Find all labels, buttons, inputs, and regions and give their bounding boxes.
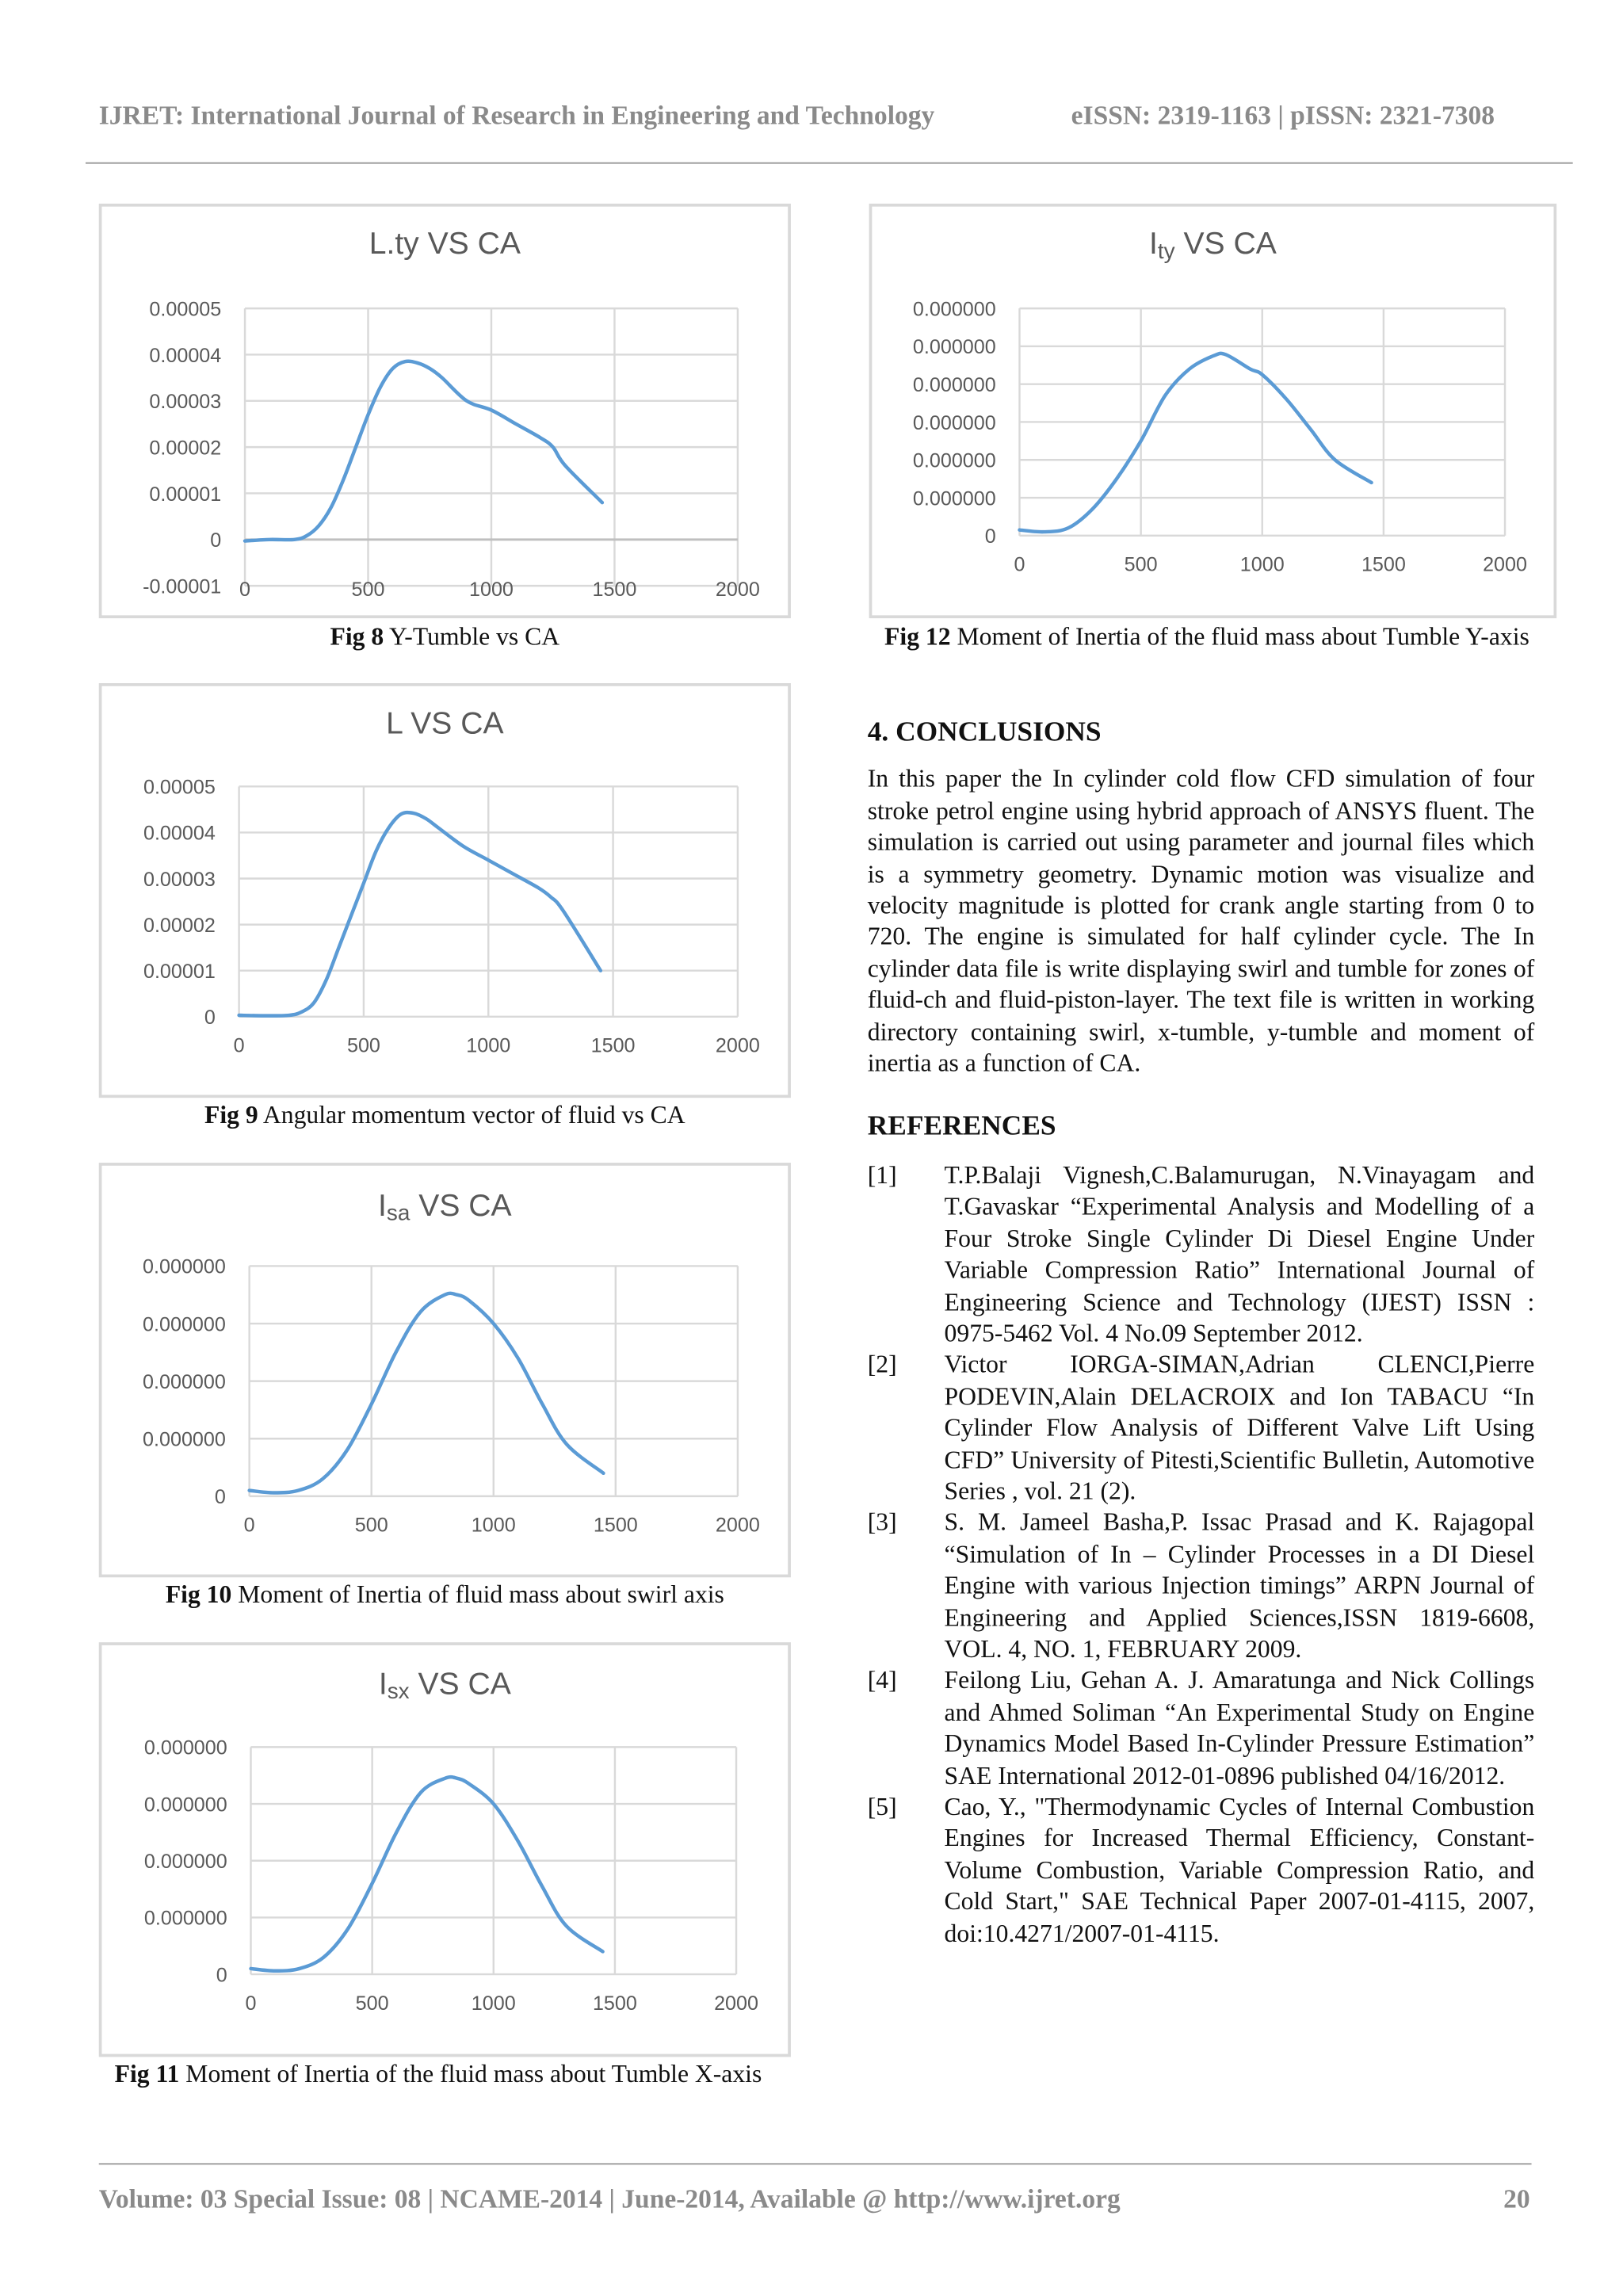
y-tick-label: 0 [984,525,996,548]
y-tick-label: 0.00002 [143,914,216,937]
fig10-caption: Fig 10 Moment of Inertia of fluid mass about swirl axis [165,1580,724,1609]
x-tick-label: 2000 [715,579,760,602]
fig12-chart [869,204,1557,618]
y-tick-label: 0.000000 [143,1313,226,1336]
header-rule [86,162,1573,164]
y-tick-label: 0.000000 [912,298,996,321]
page-number: 20 [1503,2183,1530,2214]
x-tick-label: 1000 [469,579,514,602]
y-tick-label: 0.00005 [149,298,222,321]
y-tick-label: 0.000000 [143,1851,227,1874]
conclusions-heading: 4. CONCLUSIONS [867,716,1102,748]
x-tick-label: 500 [355,1992,389,2015]
y-tick-label: 0 [210,529,222,552]
fig9-caption: Fig 9 Angular momentum vector of fluid vs CA [204,1100,685,1129]
x-tick-label: 0 [1014,553,1025,576]
x-tick-label: 1500 [590,1034,636,1057]
fig9-chart [99,683,791,1098]
fig8-caption: Fig 8 Y-Tumble vs CA [330,622,560,651]
reference-item: [5] Cao, Y., "Thermodynamic Cycles of Internal Combustion Engines for Increased Thermal Efficiency, Constant-Volume Combustion, Variable Compression Ratio, and Cold Start," SAE Technical Paper 2007-01-4115, 2007, doi:10.4271/2007-01-4115. [867,1793,1535,1947]
y-tick-label: 0.000000 [143,1736,227,1759]
y-tick-label: 0.000000 [143,1255,226,1278]
y-tick-label: 0.00003 [149,391,222,414]
y-tick-label: 0.00005 [143,776,216,799]
plot-area [101,686,793,1101]
y-tick-label: 0.00001 [143,961,216,984]
x-tick-label: 500 [1124,553,1158,576]
y-tick-label: 0 [214,1486,226,1509]
x-tick-label: 1500 [592,1992,637,2015]
reference-item: [4] Feilong Liu, Gehan A. J. Amaratunga and Nick Collings and Ahmed Soliman “An Experimental Study on Engine Dynamics Model Based In-Cylinder Pressure Estimation” SAE International 2012-01-0896 published 04/16/2012. [867,1666,1535,1790]
x-tick-label: 0 [245,1992,257,2015]
series-line [245,361,602,541]
x-tick-label: 1000 [471,1514,516,1537]
footer-rule [99,2163,1532,2164]
reference-item: [3] S. M. Jameel Basha,P. Issac Prasad and K. Rajagopal “Simulation of In – Cylinder Processes in a DI Diesel Engine with various Injection timings” ARPN Journal of Engineering and Applied Sciences,ISSN 1819-6608, VOL. 4, NO. 1, FEBRUARY 2009. [867,1508,1535,1664]
y-tick-label: 0.000000 [912,487,996,510]
x-tick-label: 500 [354,1514,388,1537]
reference-item: [2] Victor IORGA-SIMAN,Adrian CLENCI,Pierre PODEVIN,Alain DELACROIX and Ion TABACU “In Cylinder Flow Analysis of Different Valve Lift Using CFD” University of Pitesti,Scientific Bulletin, Automotive Series , vol. 21 (2). [867,1350,1535,1505]
y-tick-label: 0.00003 [143,868,216,891]
conclusions-section [868,717,1535,1950]
x-tick-label: 2000 [714,1992,758,2015]
x-tick-label: 500 [346,1034,380,1057]
x-tick-label: 1000 [466,1034,511,1057]
y-tick-label: 0 [216,1964,227,1987]
x-tick-label: 500 [351,579,385,602]
x-tick-label: 2000 [1483,553,1527,576]
y-tick-label: 0.000000 [143,1370,226,1393]
y-tick-label: 0.00004 [143,822,216,845]
x-tick-label: 1500 [1361,553,1406,576]
y-tick-label: 0.000000 [143,1907,227,1930]
issn-header: eISSN: 2319-1163 | pISSN: 2321-7308 [1071,100,1495,130]
y-tick-label: 0.000000 [143,1428,226,1451]
y-tick-label: 0 [204,1007,216,1030]
footer-text: Volume: 03 Special Issue: 08 | NCAME-2014 | June-2014, Available @ http://www.ijret.org [98,2183,1121,2214]
chart-title: $I_{ty}$ VS CA [1148,227,1277,265]
plot-area [101,1645,793,2060]
y-tick-label: 0.000000 [912,449,996,472]
x-tick-label: 1500 [593,1514,638,1537]
x-tick-label: 0 [233,1034,245,1057]
series-line [251,1777,603,1971]
fig11-caption: Fig 11 Moment of Inertia of the fluid mass about Tumble X-axis [114,2060,762,2088]
x-tick-label: 1000 [471,1992,516,2015]
x-tick-label: 1500 [592,579,637,602]
series-line [1020,353,1372,532]
fig10-chart [99,1163,791,1577]
plot-area [101,207,793,621]
series-line [239,812,601,1016]
x-tick-label: 0 [239,579,251,602]
y-tick-label: 0.000000 [143,1794,227,1817]
journal-header: IJRET: International Journal of Research in Engineering and Technology [98,100,935,130]
y-tick-label: -0.00001 [143,575,222,598]
y-tick-label: 0.00004 [149,344,222,367]
chart-title: L.ty VS CA [369,227,521,262]
x-tick-label: 2000 [715,1034,760,1057]
x-tick-label: 2000 [715,1514,760,1537]
references-heading: REFERENCES [867,1111,1056,1143]
x-tick-label: 1000 [1239,553,1285,576]
x-tick-label: 0 [243,1514,255,1537]
reference-item: [1] T.P.Balaji Vignesh,C.Balamurugan, N.Vinayagam and T.Gavaskar “Experimental Analysis and Modelling of a Four Stroke Single Cylinder Di Diesel Engine Under Variable Compression Ratio” International Journal of Engineering Science and Technology (IJEST) ISSN : 0975-5462 Vol. 4 No.09 September 2012. [867,1161,1535,1347]
y-tick-label: 0.000000 [912,336,996,359]
y-tick-label: 0.00001 [149,483,222,506]
fig12-caption: Fig 12 Moment of Inertia of the fluid mass about Tumble Y-axis [884,622,1529,651]
plot-area [101,1166,793,1580]
y-tick-label: 0.000000 [912,373,996,396]
chart-title: $I_{sx}$ VS CA [378,1667,511,1705]
y-tick-label: 0.00002 [149,437,222,460]
chart-title: $I_{sa}$ VS CA [378,1189,512,1227]
plot-area [872,207,1560,621]
fig8-chart [99,204,791,618]
y-tick-label: 0.000000 [912,411,996,434]
reference-list [868,1159,1535,1949]
chart-title: L VS CA [386,706,504,741]
conclusions-text: In this paper the In cylinder cold flow CFD simulation of four stroke petrol engine using hybrid approach of ANSYS fluent. The simulation is carried out using parameter and journal files which is a symmetry geometry. Dynamic motion was visualize and velocity magnitude is plotted for crank angle starting from 0 to 720. The engine is simulated for half cylinder cycle. The In cylinder data file is write displaying swirl and tumble for zones of fluid-ch and fluid-piston-layer. The text file is written in working directory containing swirl, x-tumble, y-tumble and moment of inertia as a function of CA. [867,765,1535,1078]
fig11-chart [99,1642,791,2057]
